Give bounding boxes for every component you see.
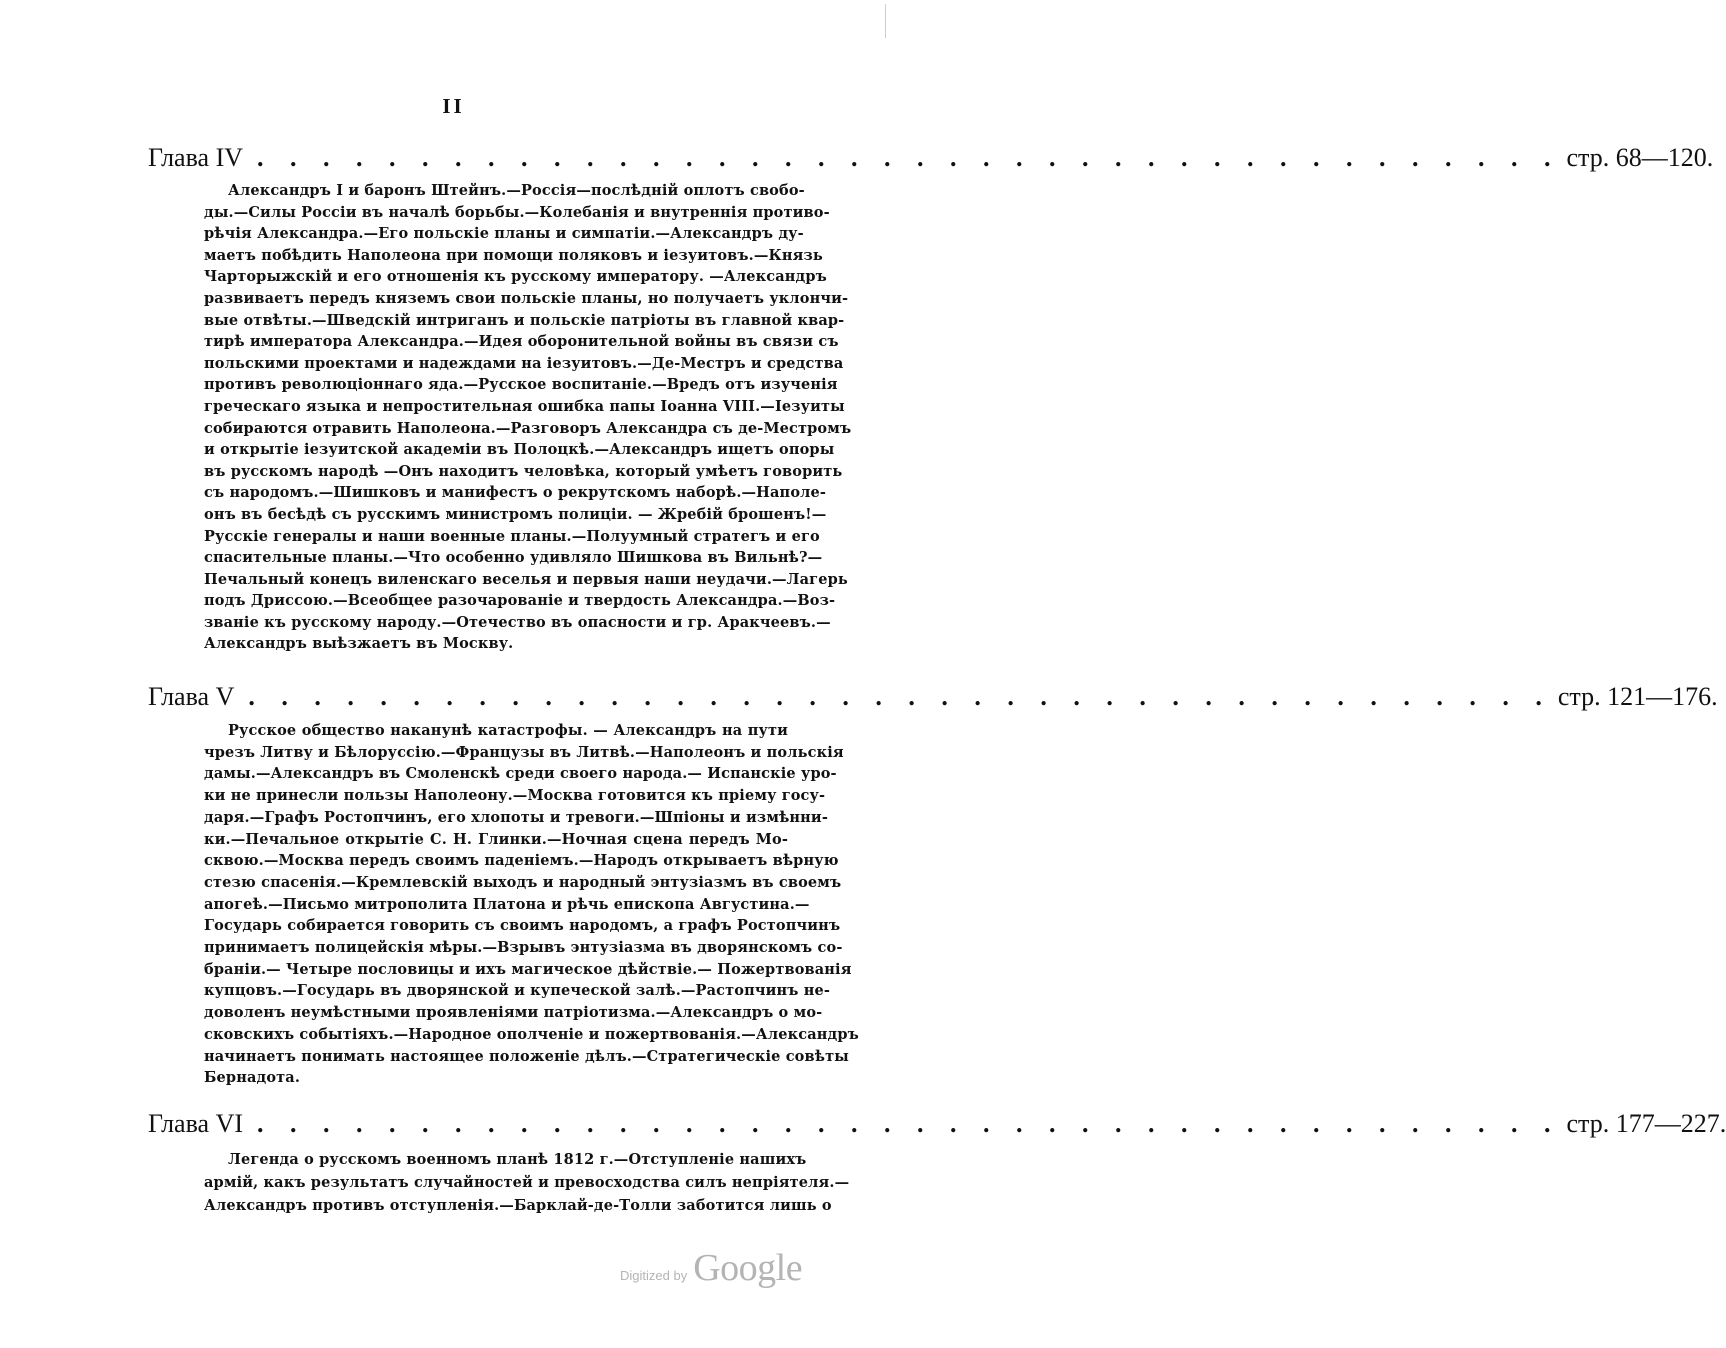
- summary-line: дамы.—Александръ въ Смоленскѣ среди своего народа.— Испанскіе уро-: [204, 765, 837, 783]
- summary-line: Легенда о русскомъ военномъ планѣ 1812 г.—Отступленіе нашихъ: [228, 1151, 807, 1168]
- summary-line: маетъ побѣдить Наполеона при помощи поляковъ и іезуитовъ.—Князь: [204, 246, 823, 264]
- summary-line: Александръ выѣзжаетъ въ Москву.: [204, 635, 514, 653]
- summary-line: званіе къ русскому народу.—Отечество въ опасности и гр. Аракчеевъ.—: [204, 613, 831, 631]
- summary-line: Бернадота.: [204, 1069, 301, 1087]
- summary-line: ды.—Силы Россіи въ началѣ борьбы.—Колебанія и внутреннія противо-: [204, 203, 830, 221]
- summary-line: вые отвѣты.—Шведскій интриганъ и польскіе патріоты въ главной квар-: [204, 311, 845, 329]
- summary-line: даря.—Графъ Ростопчинъ, его хлопоты и тревоги.—Шпіоны и измѣнни-: [204, 808, 829, 826]
- dot-leader: . . . . . . . . . . . . . . . . . . . . . . . . . . . . . . . . . . . . . . . .: [248, 682, 1552, 711]
- summary-line: въ русскомъ народѣ —Онъ находитъ человѣка, который умѣетъ говорить: [204, 462, 843, 480]
- summary-line: сковскихъ событіяхъ.—Народное ополченіе и пожертвованія.—Александръ: [204, 1025, 859, 1043]
- summary-line: собираются отравить Наполеона.—Разговоръ Александра съ де-Местромъ: [204, 419, 852, 437]
- chapter-title: Глава V: [148, 682, 235, 711]
- summary-line: стезю спасенія.—Кремлевскій выходъ и народный энтузіазмъ въ своемъ: [204, 873, 842, 891]
- summary-line: апогеѣ.—Письмо митрополита Платона и рѣчь епископа Августина.—: [204, 895, 810, 913]
- summary-line: начинаетъ понимать настоящее положеніе дѣлъ.—Стратегическіе совѣты: [204, 1047, 849, 1065]
- summary-line: Александръ противъ отступленія.—Барклай-де-Толли заботится лишь о: [204, 1197, 832, 1214]
- chapter-title: Глава VI: [148, 1109, 243, 1138]
- summary-line: Печальный конецъ виленскаго веселья и первыя наши неудачи.—Лагерь: [204, 570, 848, 588]
- summary-line: купцовъ.—Государь въ дворянской и купеческой залѣ.—Растопчинъ не-: [204, 982, 831, 1000]
- summary-line: рѣчія Александра.—Его польскіе планы и симпатіи.—Александръ ду-: [204, 225, 804, 243]
- page-number: II: [442, 94, 465, 118]
- summary-line: польскими проектами и надеждами на іезуитовъ.—Де-Местръ и средства: [204, 354, 844, 372]
- chapter-page-range: стр. 68—120.: [1566, 143, 1714, 172]
- summary-line: тирѣ императора Александра.—Идея оборонительной войны въ связи съ: [204, 333, 839, 351]
- chapter-heading-vi: [148, 1107, 1726, 1141]
- summary-line: Русское общество наканунѣ катастрофы. — Александръ на пути: [228, 722, 788, 739]
- watermark-prefix: Digitized by: [620, 1268, 688, 1283]
- summary-line: и открытіе іезуитской академіи въ Полоцкѣ.—Александръ ищетъ опоры: [204, 441, 835, 459]
- summary-line: ки.—Печальное открытіе С. Н. Глинки.—Ночная сцена передъ Мо-: [204, 830, 788, 848]
- chapter-title: Глава IV: [148, 143, 243, 172]
- summary-line: спасительные планы.—Что особенно удивляло Шишкова въ Вильнѣ?—: [204, 549, 823, 567]
- digitization-watermark: [620, 1246, 802, 1290]
- summary-line: принимаетъ полицейскія мѣры.—Взрывъ энтузіазма въ дворянскомъ со-: [204, 939, 843, 957]
- chapter-summary-iv: [204, 180, 852, 655]
- chapter-page-range: стр. 121—176.: [1557, 682, 1718, 711]
- summary-line: сквою.—Москва передъ своимъ паденіемъ.—Народъ открываетъ вѣрную: [204, 852, 839, 870]
- summary-line: противъ революціоннаго яда.—Русское воспитаніе.—Вредъ отъ изученія: [204, 376, 838, 394]
- chapter-summary-v: [204, 720, 859, 1089]
- chapter-heading-v: [148, 680, 1718, 714]
- summary-line: греческаго языка и непростительная ошибка папы Іоанна VIII.—Іезуиты: [204, 397, 845, 415]
- summary-line: Русскіе генералы и наши военные планы.—Полуумный стратегъ и его: [204, 527, 820, 545]
- dot-leader: . . . . . . . . . . . . . . . . . . . . . . . . . . . . . . . . . . . . . . . .: [257, 143, 1561, 172]
- summary-line: Государь собирается говорить съ своимъ народомъ, а графъ Ростопчинъ: [204, 917, 841, 935]
- chapter-heading-iv: [148, 141, 1714, 175]
- scan-edge-line: [885, 4, 886, 38]
- summary-line: армій, какъ результатъ случайностей и превосходства силъ непріятеля.—: [204, 1174, 850, 1191]
- summary-line: онъ въ бесѣдѣ съ русскимъ министромъ полиціи. — Жребій брошенъ!—: [204, 505, 827, 523]
- summary-line: развиваетъ передъ княземъ свои польскіе планы, но получаетъ уклончи-: [204, 289, 849, 307]
- summary-line: браніи.— Четыре пословицы и ихъ магическое дѣйствіе.— Пожертвованія: [204, 960, 852, 978]
- summary-line: ки не принесли пользы Наполеону.—Москва готовится къ пріему госу-: [204, 787, 826, 805]
- summary-line: доволенъ неумѣстными проявленіями патріотизма.—Александръ о мо-: [204, 1004, 823, 1022]
- chapter-page-range: стр. 177—227.: [1566, 1109, 1726, 1138]
- summary-line: чрезъ Литву и Бѣлоруссію.—Французы въ Литвѣ.—Наполеонъ и польскія: [204, 743, 844, 761]
- summary-line: подъ Дриссою.—Всеобщее разочарованіе и твердость Александра.—Воз-: [204, 592, 836, 610]
- summary-line: Александръ I и баронъ Штейнъ.—Россія—послѣдній оплотъ свобо-: [228, 182, 805, 199]
- summary-line: Чарторыжскій и его отношенія къ русскому императору. —Александръ: [204, 268, 827, 286]
- summary-line: съ народомъ.—Шишковъ и манифестъ о рекрутскомъ наборѣ.—Наполе-: [204, 484, 827, 502]
- google-logo: Google: [693, 1247, 803, 1289]
- chapter-summary-vi: [204, 1148, 850, 1217]
- dot-leader: . . . . . . . . . . . . . . . . . . . . . . . . . . . . . . . . . . . . . . . .: [257, 1109, 1561, 1138]
